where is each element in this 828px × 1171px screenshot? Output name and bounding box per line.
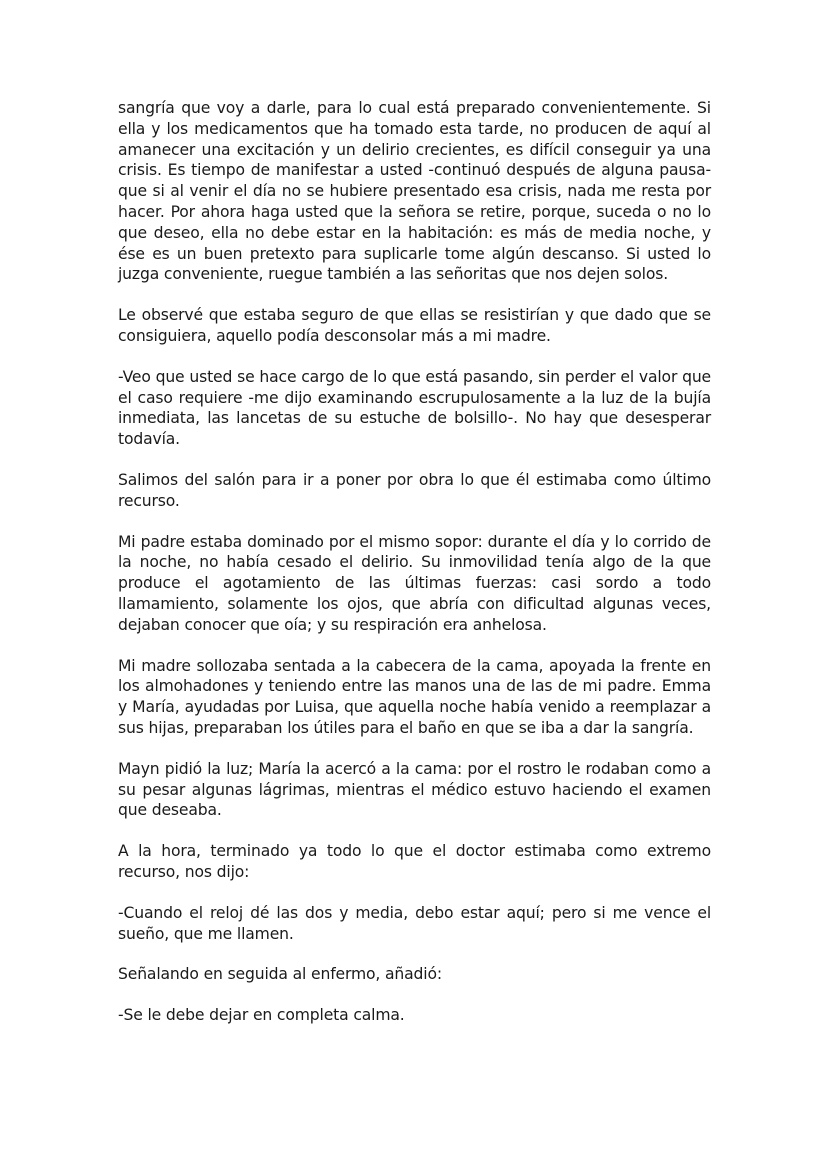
- paragraph-4: Salimos del salón para ir a poner por obra lo que él estimaba como último recurso.: [118, 470, 711, 510]
- paragraph-7: Mayn pidió la luz; María la acercó a la cama: por el rostro le rodaban como a su pesar algunas lágrimas, mientras el médico estuvo haciendo el examen que deseaba.: [118, 759, 711, 820]
- paragraph-2: Le observé que estaba seguro de que ellas se resistirían y que dado que se consiguiera, aquello podía desconsolar más a mi madre.: [118, 306, 711, 345]
- paragraph-1: sangría que voy a darle, para lo cual está preparado convenientemente. Si ella y los medicamentos que ha tomado esta tarde, no producen de aquí al amanecer una excitación y un delirio crecientes, es difícil conseguir ya una crisis. Es tiempo de manifestar a usted -continuó después de alguna pausa- que si al venir el día no se hubiere presentado esa crisis, nada me resta por hacer. Por ahora haga usted que la señora se retire, porque, suceda o no lo que deseo, ella no debe estar en la habitación: es más de media noche, y ése es un buen pretexto para suplicarle tome algún descanso. Si usted lo juzga conveniente, ruegue también a las señoritas que nos dejen solos.: [118, 99, 711, 284]
- paragraph-11: -Se le debe dejar en completa calma.: [118, 1006, 405, 1025]
- document-page: [118, 98, 711, 1046]
- paragraph-10: Señalando en seguida al enfermo, añadió:: [118, 965, 442, 984]
- paragraph-5: Mi padre estaba dominado por el mismo sopor: durante el día y lo corrido de la noche, no había cesado el delirio. Su inmovilidad tenía algo de la que produce el agotamiento de las últimas fuerzas: casi sordo a todo llamamiento, solamente los ojos, que abría con dificultad algunas veces, dejaban conocer que oía; y su respiración era anhelosa.: [118, 532, 711, 634]
- paragraph-6: Mi madre sollozaba sentada a la cabecera de la cama, apoyada la frente en los almohadones y teniendo entre las manos una de las de mi padre. Emma y María, ayudadas por Luisa, que aquella noche había venido a reemplazar a sus hijas, preparaban los útiles para el baño en que se iba a dar la sangría.: [118, 656, 711, 737]
- paragraph-8: A la hora, terminado ya todo lo que el doctor estimaba como extremo recurso, nos dijo:: [118, 842, 711, 881]
- paragraph-9: -Cuando el reloj dé las dos y media, debo estar aquí; pero si me vence el sueño, que me llamen.: [118, 903, 711, 943]
- paragraph-3: -Veo que usted se hace cargo de lo que está pasando, sin perder el valor que el caso requiere -me dijo examinando escrupulosamente a la luz de la bujía inmediata, las lancetas de su estuche de bolsillo-. No hay que desesperar todavía.: [118, 367, 711, 449]
